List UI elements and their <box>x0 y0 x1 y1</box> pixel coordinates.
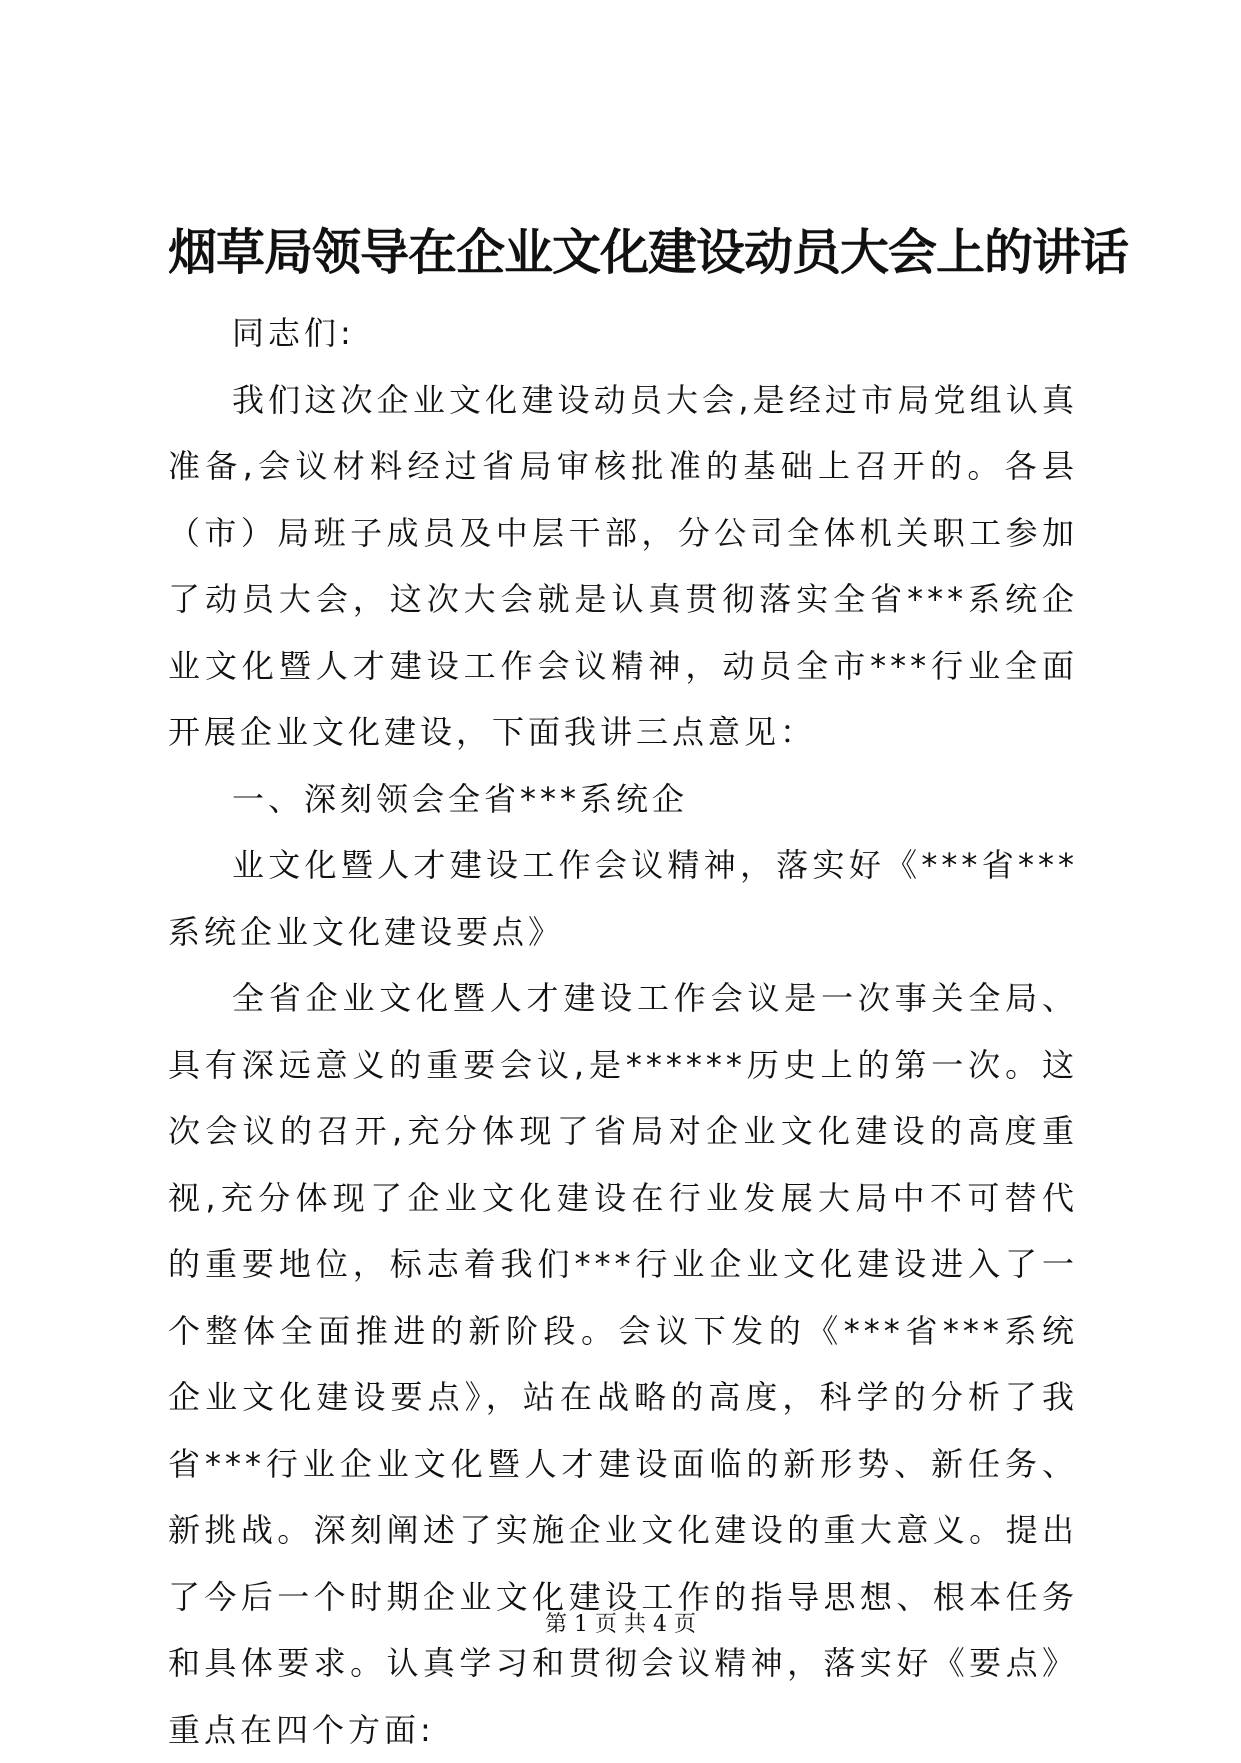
salutation-paragraph: 同志们: <box>232 314 355 352</box>
page-footer: 第 1 页 共 4 页 <box>545 1612 696 1637</box>
section-heading-line-2: 业文化暨人才建设工作会议精神，落实好《***省***系统企业文化建设要点》 <box>168 846 1078 951</box>
section-heading-line-1: 一、深刻领会全省***系统企 <box>232 779 689 818</box>
opening-paragraph: 我们这次企业文化建设动员大会,是经过市局党组认真准备,会议材料经过省局审核批准的基础上召开的。各县（市）局班子成员及中层干部，分公司全体机关职工参加了动员大会，这次大会就是认真贯彻落实全省***系统企业文化暨人才建设工作会议精神，动员全市***行业全面开展企业文化建设，下面我讲三点意见： <box>168 380 1078 751</box>
document-body <box>168 300 1078 1763</box>
document-title: 烟草局领导在企业文化建设动员大会上的讲话 <box>168 223 1129 281</box>
body-paragraph: 全省企业文化暨人才建设工作会议是一次事关全局、具有深远意义的重要会议,是******历史上的第一次。这次会议的召开,充分体现了省局对企业文化建设的高度重视,充分体现了企业文化建设在行业发展大局中不可替代的重要地位，标志着我们***行业企业文化建设进入了一个整体全面推进的新阶段。会议下发的《***省***系统企业文化建设要点》，站在战略的高度，科学的分析了我省***行业企业文化暨人才建设面临的新形势、新任务、新挑战。深刻阐述了实施企业文化建设的重大意义。提出了今后一个时期企业文化建设工作的指导思想、根本任务和具体要求。认真学习和贯彻会议精神，落实好《要点》重点在四个方面: <box>168 979 1078 1749</box>
